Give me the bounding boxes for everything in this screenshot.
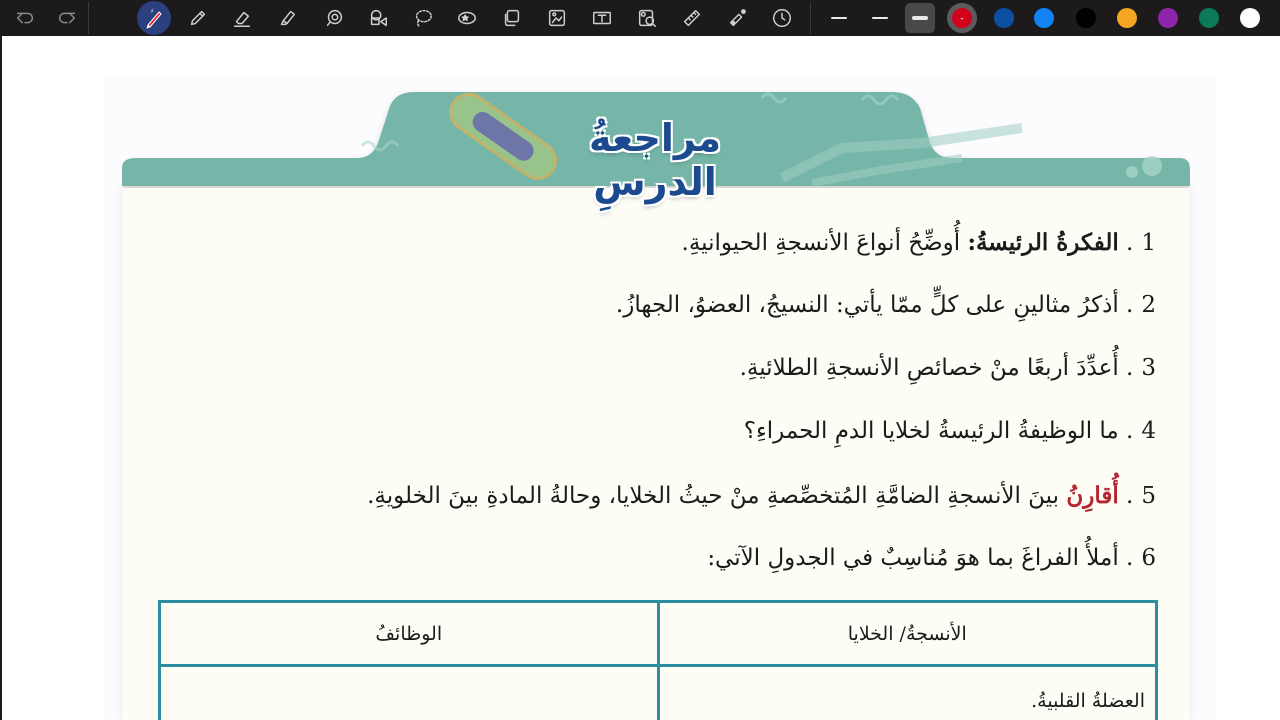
question-number: 5 bbox=[1141, 483, 1156, 509]
image-icon bbox=[546, 7, 568, 29]
timer-tool-button[interactable] bbox=[767, 3, 797, 33]
color-swatch-orange[interactable] bbox=[1117, 8, 1137, 28]
sticker-tool-button[interactable] bbox=[452, 3, 482, 33]
lesson-review-title: مراجعةُ الدرسِ bbox=[588, 116, 722, 204]
question-number: 6 bbox=[1141, 545, 1156, 571]
compare-keyword: أُقارِنُ bbox=[1066, 482, 1119, 509]
table-header-row bbox=[160, 602, 1157, 666]
spotlight-icon bbox=[323, 7, 345, 29]
question-2: 2. أذكرُ مثالينِ على كلٍّ ممّا يأتي: النسيجُ، العضوُ، الجهازُ. bbox=[615, 292, 1156, 318]
question-text: أملأُ الفراغَ بما هوَ مُناسِبٌ في الجدولِ الآتي: bbox=[707, 545, 1119, 571]
shapes-tool-button[interactable] bbox=[363, 3, 393, 33]
stroke-width-thin[interactable] bbox=[824, 3, 854, 33]
image-tool-button[interactable] bbox=[542, 3, 572, 33]
chevron-down-icon: ⌄ bbox=[959, 13, 965, 22]
question-6: 6. أملأُ الفراغَ بما هوَ مُناسِبٌ في الجدولِ الآتي: bbox=[707, 545, 1156, 571]
color-swatch-white[interactable] bbox=[1240, 8, 1260, 28]
question-number: 4 bbox=[1141, 418, 1156, 444]
svg-text:⚡: ⚡ bbox=[150, 8, 155, 15]
header-tissues-cells: الأنسجةُ/ الخلايا bbox=[658, 602, 1157, 666]
ruler-icon bbox=[681, 7, 703, 29]
question-number: 1 bbox=[1141, 230, 1156, 256]
sticker-icon bbox=[456, 7, 478, 29]
redo-button[interactable] bbox=[52, 3, 82, 33]
question-text: أُعدِّدَ أربعًا منْ خصائصِ الأنسجةِ الطلائيةِ. bbox=[739, 355, 1119, 381]
eraser-tool-button[interactable] bbox=[227, 3, 257, 33]
cell-tissue: العضلةُ القلبيةُ. bbox=[658, 666, 1157, 720]
color-swatch-purple[interactable] bbox=[1158, 8, 1178, 28]
question-text: أذكرُ مثالينِ على كلٍّ ممّا يأتي: النسيجُ، العضوُ، الجهازُ. bbox=[615, 292, 1119, 318]
undo-button[interactable] bbox=[10, 3, 40, 33]
laser-pointer-tool-button[interactable] bbox=[722, 3, 752, 33]
highlighter-tool-button[interactable] bbox=[272, 3, 302, 33]
sticky-note-icon bbox=[501, 7, 523, 29]
question-3: 3. أُعدِّدَ أربعًا منْ خصائصِ الأنسجةِ الطلائيةِ. bbox=[739, 355, 1156, 381]
stroke-width-thick[interactable] bbox=[905, 3, 935, 33]
question-text: ما الوظيفةُ الرئيسةُ لخلايا الدمِ الحمراءِ؟ bbox=[743, 418, 1119, 444]
color-swatch-dark-blue[interactable] bbox=[994, 8, 1014, 28]
pen-icon bbox=[142, 6, 166, 30]
question-text: بينَ الأنسجةِ الضامَّةِ المُتخصِّصةِ منْ حيثُ الخلايا، وحالةُ المادةِ بينَ الخلويةِ. bbox=[367, 483, 1060, 509]
color-swatch-blue[interactable] bbox=[1034, 8, 1054, 28]
cell-function-blank[interactable] bbox=[160, 666, 659, 720]
highlighter-icon bbox=[276, 7, 298, 29]
header-functions: الوظائفُ bbox=[160, 602, 659, 666]
lasso-tool-button[interactable] bbox=[408, 3, 438, 33]
tissues-functions-table bbox=[158, 600, 1158, 720]
laser-pointer-icon bbox=[726, 7, 748, 29]
pen-tool-button[interactable] bbox=[137, 1, 171, 35]
question-5: 5. أُقارِنُ بينَ الأنسجةِ الضامَّةِ المُتخصِّصةِ منْ حيثُ الخلايا، وحالةُ المادةِ بينَ الخلويةِ. bbox=[367, 482, 1156, 509]
table-row bbox=[160, 666, 1157, 720]
ruler-tool-button[interactable] bbox=[677, 3, 707, 33]
text-tool-button[interactable] bbox=[587, 3, 617, 33]
pencil-icon bbox=[187, 7, 209, 29]
toolbar-divider bbox=[88, 2, 89, 34]
question-number: 3 bbox=[1141, 355, 1156, 381]
spotlight-tool-button[interactable] bbox=[319, 3, 349, 33]
sticky-note-tool-button[interactable] bbox=[497, 3, 527, 33]
question-text: أُوضِّحُ أنواعَ الأنسجةِ الحيوانيةِ. bbox=[681, 230, 961, 256]
question-1: 1. الفكرةُ الرئيسةُ: أُوضِّحُ أنواعَ الأنسجةِ الحيوانيةِ. bbox=[681, 229, 1156, 256]
image-search-tool-button[interactable] bbox=[632, 3, 662, 33]
lasso-icon bbox=[412, 7, 434, 29]
question-number: 2 bbox=[1141, 292, 1156, 318]
image-search-icon bbox=[636, 7, 658, 29]
color-swatch-black[interactable] bbox=[1076, 8, 1096, 28]
color-swatch-red[interactable] bbox=[947, 3, 977, 33]
pencil-tool-button[interactable] bbox=[183, 3, 213, 33]
eraser-icon bbox=[231, 7, 253, 29]
toolbar-divider bbox=[810, 2, 811, 34]
main-idea-label: الفكرةُ الرئيسةُ: bbox=[967, 229, 1119, 256]
question-4: 4. ما الوظيفةُ الرئيسةُ لخلايا الدمِ الحمراءِ؟ bbox=[743, 418, 1156, 444]
annotation-toolbar bbox=[0, 0, 1280, 36]
color-swatch-green[interactable] bbox=[1199, 8, 1219, 28]
clock-icon bbox=[771, 7, 793, 29]
undo-icon bbox=[14, 7, 36, 29]
shapes-icon bbox=[367, 7, 389, 29]
text-icon bbox=[591, 7, 613, 29]
redo-icon bbox=[56, 7, 78, 29]
stroke-width-medium[interactable] bbox=[865, 3, 895, 33]
